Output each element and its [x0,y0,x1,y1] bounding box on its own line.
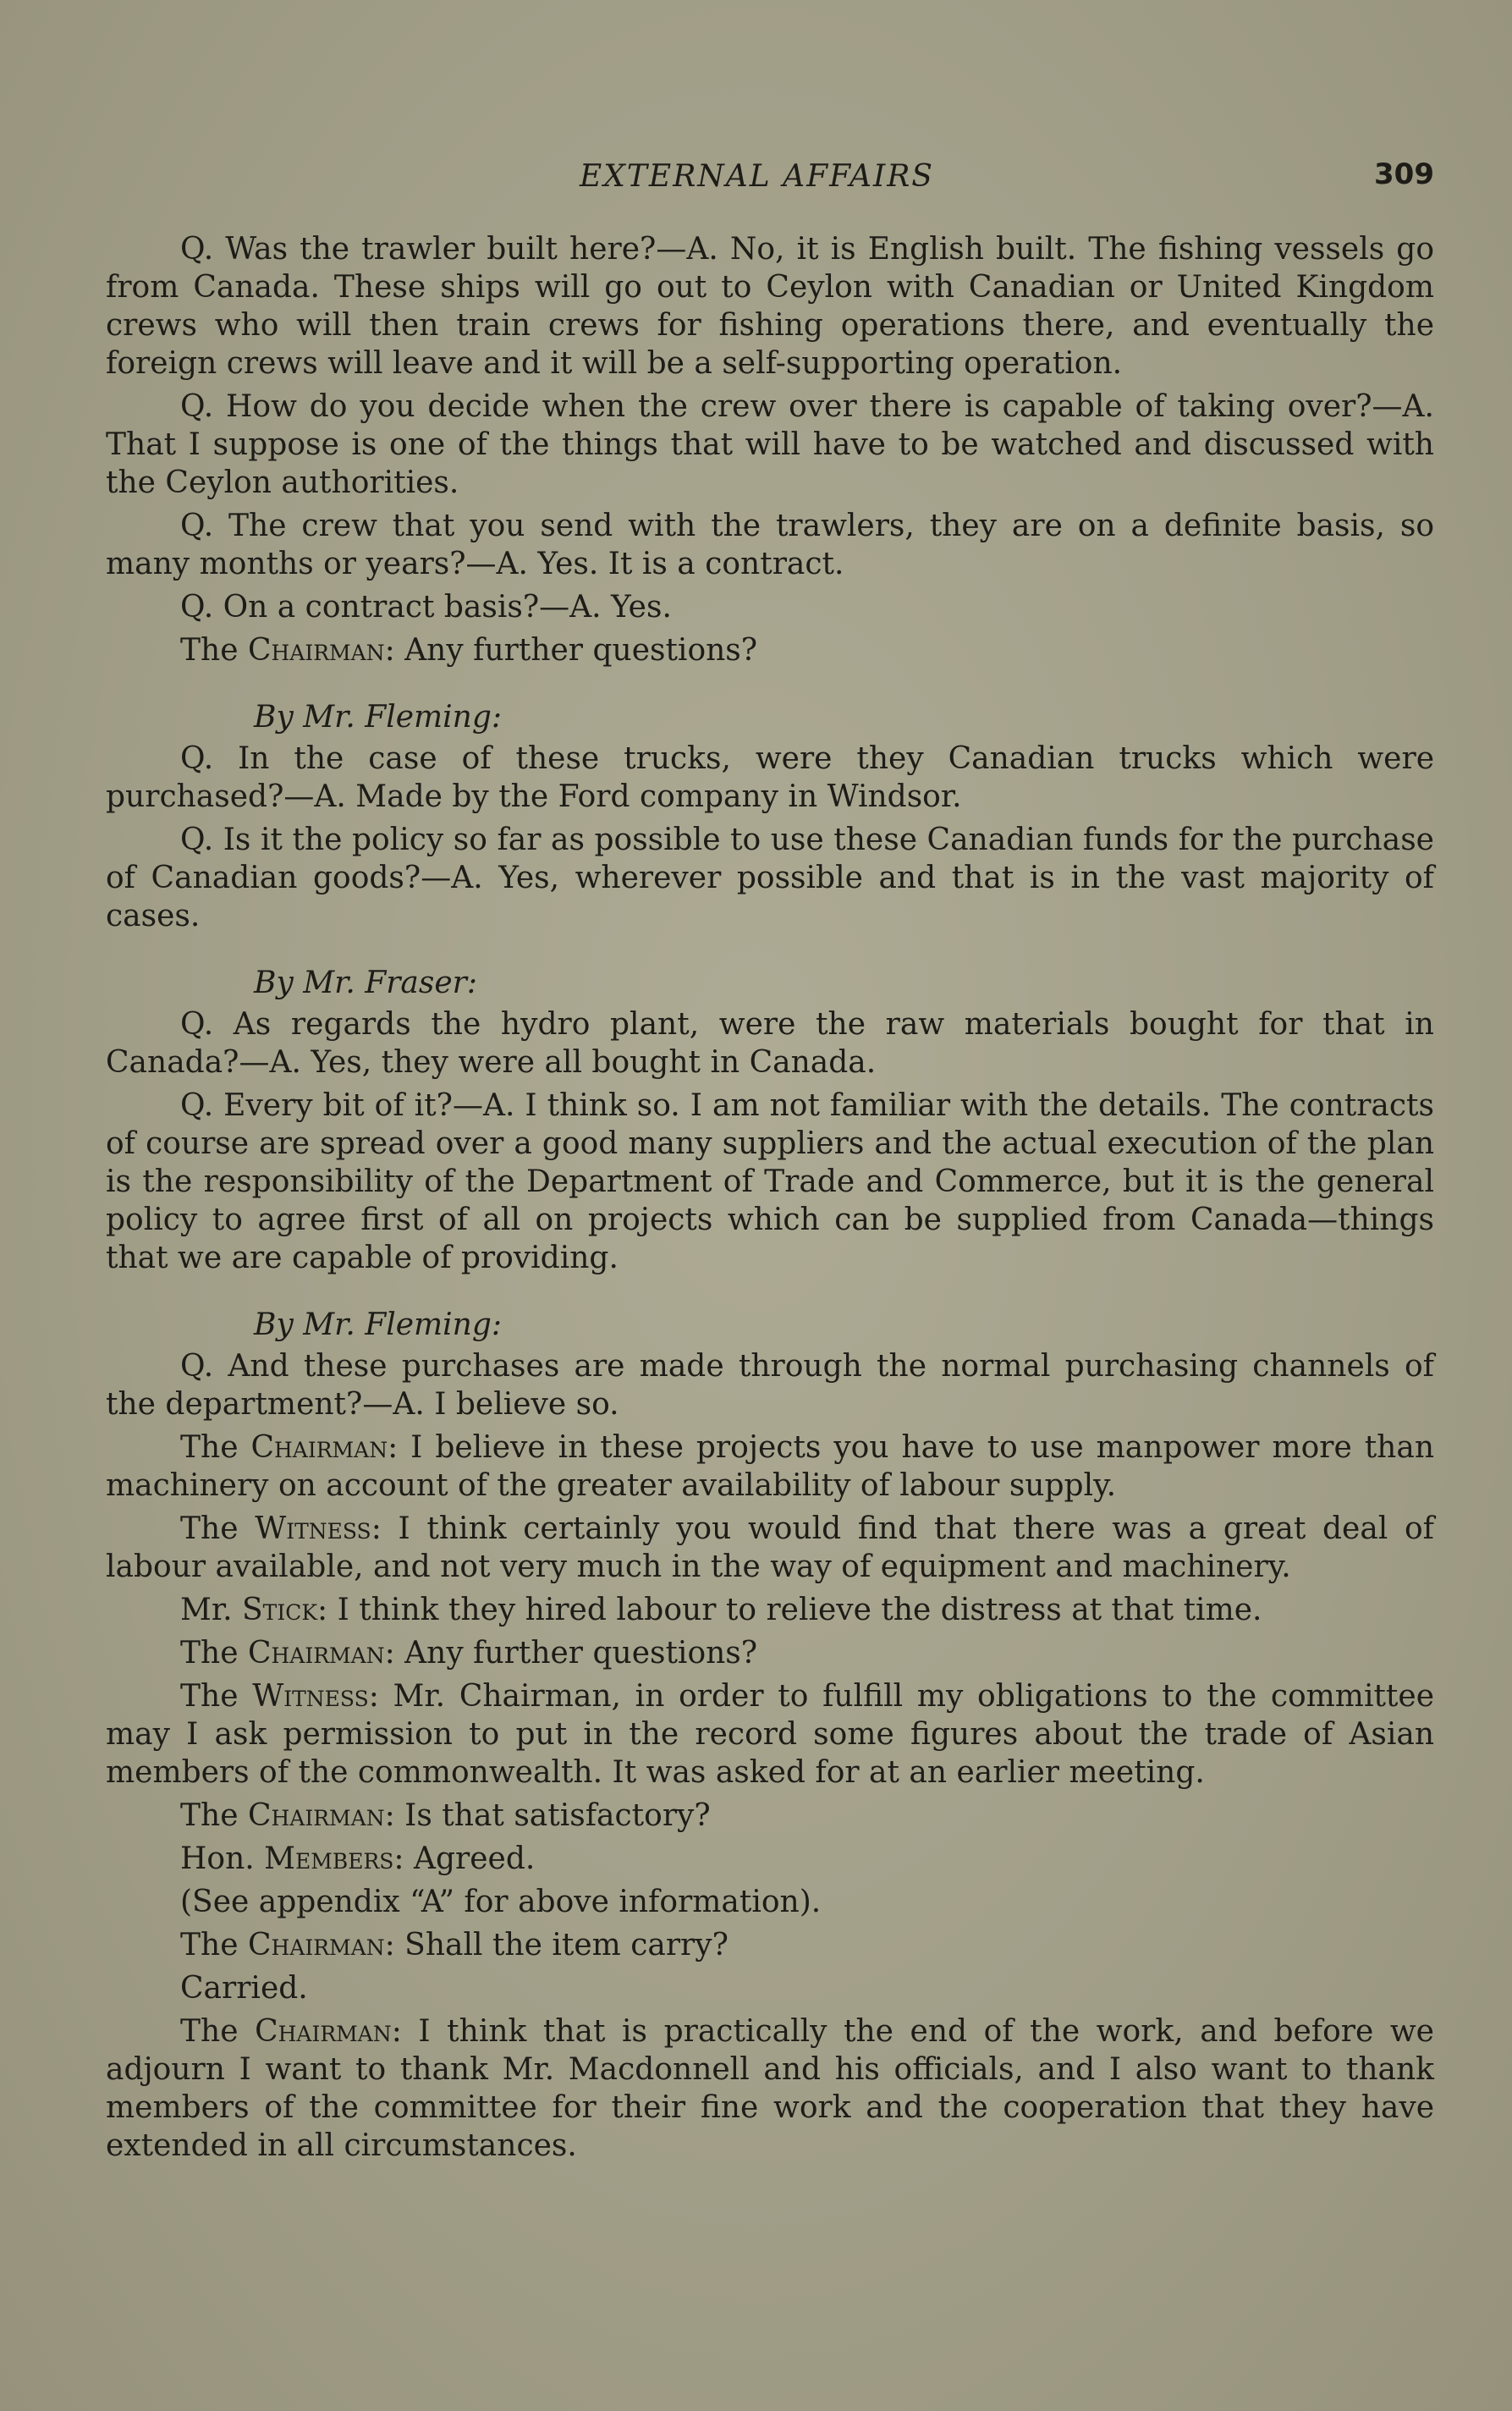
speech-text: : I think certainly you would find that there was a great deal of labour available, and not very much in the way of equipment and machinery. [106,1511,1434,1584]
speech-text: : Any further questions? [384,633,758,668]
speaker-name: Chairman [250,1430,388,1465]
speaker-prefix: The [180,1679,253,1714]
document-body [106,230,1434,2165]
speaker-name: Chairman [247,1928,385,1962]
speaker-name: Witness [252,1679,369,1714]
speech-paragraph [106,1591,1434,1629]
speech-paragraph [106,1677,1434,1792]
body-paragraph: Q. Every bit of it?—A. I think so. I am not familiar with the details. The contracts of course are spread over a good many suppliers and the actual execution of the plan is the responsibility of the Department of Trade and Commerce, but it is the general policy to agree first of all on projects which can be supplied from Canada—things that we are capable of providing. [106,1088,1434,1275]
speech-text: : Agreed. [393,1841,536,1876]
speaker-prefix: The [180,1511,256,1546]
speaker-prefix: Hon. [180,1841,265,1876]
questioner-heading: By Mr. Fleming: [254,1307,503,1342]
speech-paragraph [106,2012,1434,2165]
speech-paragraph [106,1926,1434,1964]
body-paragraph: Q. Is it the policy so far as possible to use these Canadian funds for the purchase of Canadian goods?—A. Yes, wherever possible and that is in the vast majority of cases. [106,823,1434,933]
body-paragraph: Q. And these purchases are made through the normal purchasing channels of the department?—A. I believe so. [106,1349,1434,1422]
body-paragraph: Q. How do you decide when the crew over there is capable of taking over?—A. That I suppose is one of the things that will have to be watched and discussed with the Ceylon authorities. [106,389,1434,500]
speech-text: : Shall the item carry? [384,1928,729,1962]
speech-text: : Any further questions? [384,1636,758,1671]
speech-text: : I think they hired labour to relieve the distress at that time. [317,1593,1262,1627]
speaker-name: Members [264,1841,394,1876]
speech-paragraph [106,1428,1434,1505]
questioner-heading: By Mr. Fleming: [254,700,503,735]
body-paragraph: Q. On a contract basis?—A. Yes. [180,590,672,625]
speaker-prefix: The [180,1928,248,1962]
body-paragraph: Q. The crew that you send with the trawlers, they are on a definite basis, so many months or years?—A. Yes. It is a contract. [106,509,1434,581]
body-paragraph: Q. In the case of these trucks, were they Canadian trucks which were purchased?—A. Made by the Ford company in Windsor. [106,741,1434,814]
document-page [106,152,1434,2370]
running-head: EXTERNAL AFFAIRS [580,159,934,194]
page-header [106,152,1434,212]
speaker-prefix: The [180,633,248,668]
speech-paragraph [106,1634,1434,1672]
speech-text: : Mr. Chairman, in order to fulfill my obligations to the committee may I ask permission to put in the record some figures about the trade of Asian members of the commonwealth. It was asked for at an earlier meeting. [106,1679,1434,1790]
speaker-name: Chairman [247,1798,385,1833]
speaker-name: Witness [255,1511,371,1546]
body-paragraph: (See appendix “A” for above information). [180,1885,822,1919]
speaker-name: Chairman [247,633,385,668]
speaker-prefix: The [180,1798,248,1833]
body-paragraph: Carried. [180,1971,308,2006]
body-paragraph: Q. As regards the hydro plant, were the raw materials bought for that in Canada?—A. Yes, they were all bought in Canada. [106,1007,1434,1080]
speech-paragraph [106,1840,1434,1878]
body-paragraph: Q. Was the trawler built here?—A. No, it is English built. The fishing vessels go from Canada. These ships will go out to Ceylon with Canadian or United Kingdom crews who will then train crews for fishing operations there, and eventually the foreign crews will leave and it will be a self-supporting operation. [106,232,1434,381]
speech-paragraph [106,1510,1434,1586]
speaker-prefix: The [180,1430,251,1465]
speaker-prefix: Mr. [180,1593,243,1627]
speaker-name: Stick [242,1593,318,1627]
page-number: 309 [1374,157,1434,191]
speech-text: : I think that is practically the end of the work, and before we adjourn I want to thank Mr. Macdonnell and his officials, and I also want to thank members of the committee for their fine work and the cooperation that they have extended in all circumstances. [106,2014,1434,2163]
speaker-name: Chairman [247,1636,385,1671]
questioner-heading: By Mr. Fraser: [254,966,478,1000]
speaker-prefix: The [180,1636,248,1671]
speech-text: : Is that satisfactory? [384,1798,711,1833]
speech-paragraph [106,631,1434,669]
speech-paragraph [106,1797,1434,1835]
speaker-prefix: The [180,2014,256,2049]
speech-text: : I believe in these projects you have to use manpower more than machinery on account of the greater availability of labour supply. [106,1430,1435,1503]
speaker-name: Chairman [255,2014,392,2049]
